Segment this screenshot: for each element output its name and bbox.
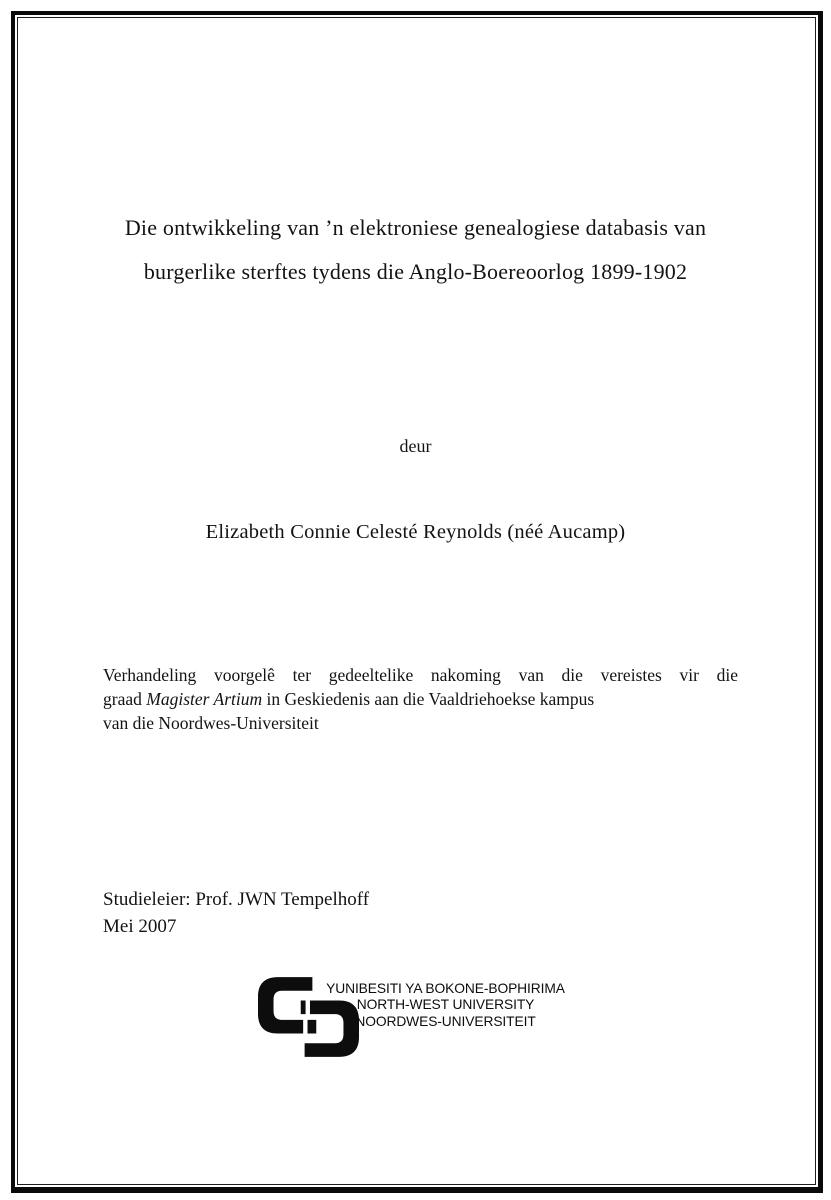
declaration-line-2-prefix: graad <box>103 689 147 709</box>
degree-declaration <box>103 663 738 735</box>
university-name-afrikaans: NOORDWES-UNIVERSITEIT <box>355 1013 536 1029</box>
supervisor-block <box>103 886 369 940</box>
university-logo <box>258 976 578 1060</box>
university-name-english: NORTH-WEST UNIVERSITY <box>356 997 535 1013</box>
declaration-line-2 <box>103 687 738 711</box>
declaration-line-2-suffix: in Geskiedenis aan die Vaaldriehoekse kampus <box>262 689 595 709</box>
declaration-line-3: van die Noordwes-Universiteit <box>103 713 319 733</box>
university-name-setswana: YUNIBESITI YA BOKONE-BOPHIRIMA <box>326 981 565 996</box>
author-name: Elizabeth Connie Celesté Reynolds (néé Aucamp) <box>205 521 626 543</box>
thesis-title-line-2: burgerlike sterftes tydens die Anglo-Boereoorlog 1899-1902 <box>143 259 688 284</box>
thesis-title <box>60 206 771 294</box>
declaration-line-1: Verhandeling voorgelê ter gedeeltelike nakoming van die vereistes vir die <box>103 665 738 685</box>
thesis-title-line-1: Die ontwikkeling van ’n elektroniese genealogiese databasis van <box>124 215 707 240</box>
date-line: Mei 2007 <box>103 916 177 937</box>
supervisor-line: Studieleier: Prof. JWN Tempelhoff <box>103 889 370 910</box>
degree-name-italic: Magister Artium <box>146 689 263 709</box>
byline-deur-label: deur <box>399 436 432 456</box>
university-name-block <box>317 981 574 1030</box>
